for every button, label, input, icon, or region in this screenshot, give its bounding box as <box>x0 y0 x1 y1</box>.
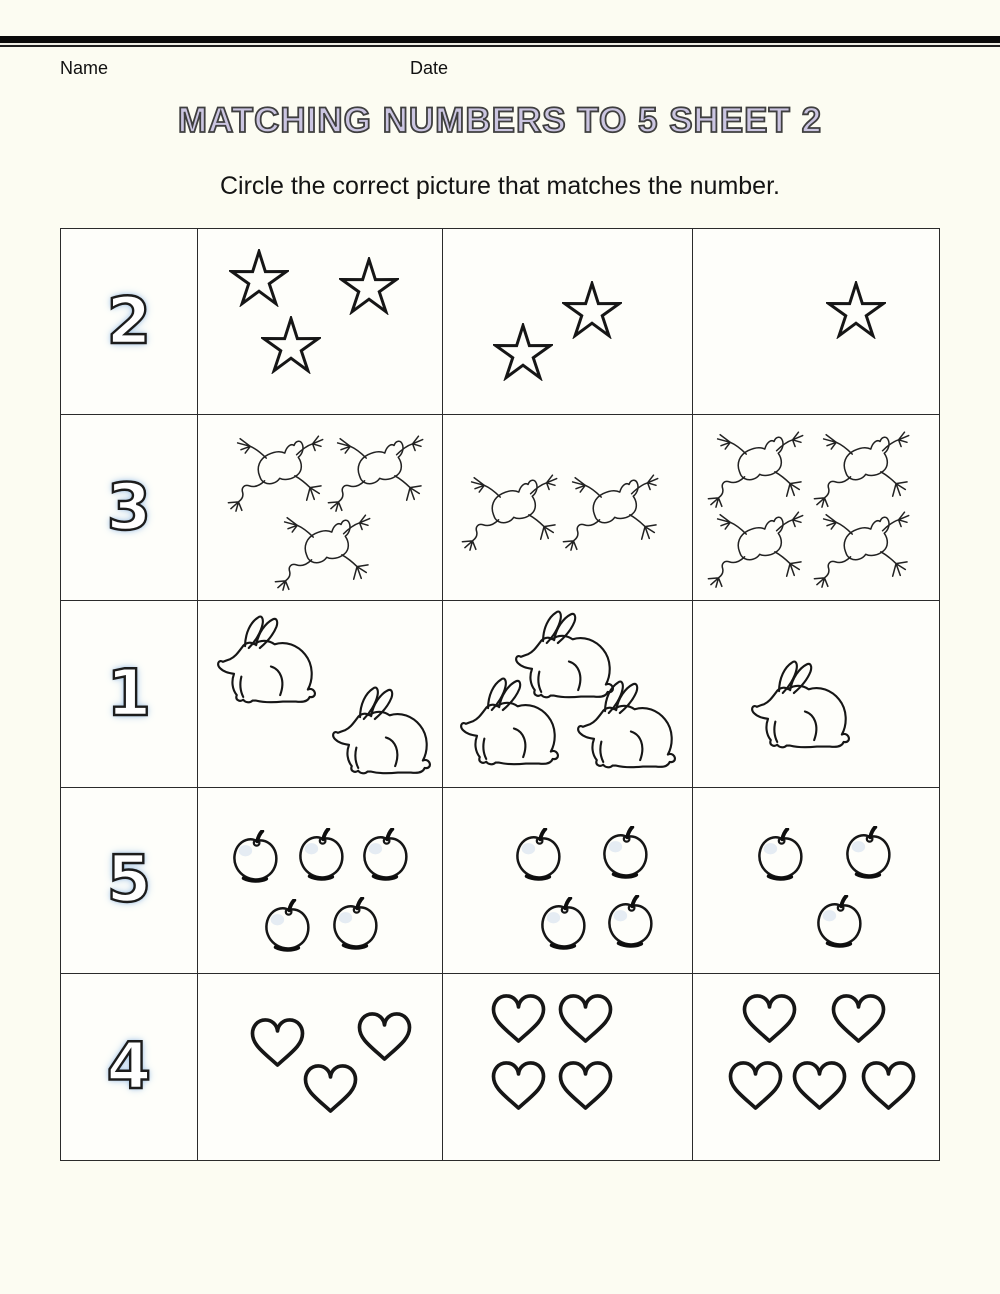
name-label: Name <box>60 58 109 78</box>
heart-icon <box>789 1058 850 1113</box>
heart-icon <box>858 1058 919 1113</box>
rabbit-icon <box>744 657 864 753</box>
star-icon <box>339 257 399 315</box>
apple-icon <box>227 830 284 886</box>
frog-icon <box>557 471 675 551</box>
heart-icon <box>488 991 549 1046</box>
apple-icon <box>752 828 809 884</box>
option-cell-row4-col1[interactable] <box>198 788 443 974</box>
apple-icon <box>357 828 414 884</box>
frog-icon <box>702 508 820 588</box>
heart-icon <box>247 1015 308 1070</box>
apple-icon <box>602 895 659 951</box>
apple-icon <box>811 895 868 951</box>
option-cell-row4-col2[interactable] <box>443 788 692 974</box>
apple-icon <box>327 897 384 953</box>
number-cell-row1 <box>61 229 198 415</box>
number-cell-row4 <box>61 788 198 974</box>
rabbit-icon <box>570 677 690 773</box>
apple-icon <box>510 828 567 884</box>
option-cell-row3-col2[interactable] <box>443 601 692 787</box>
row-number: 2 <box>106 284 152 359</box>
star-icon <box>261 316 321 374</box>
option-cell-row3-col3[interactable] <box>693 601 939 787</box>
frog-icon <box>702 428 820 508</box>
number-cell-row2 <box>61 415 198 601</box>
option-cell-row1-col1[interactable] <box>198 229 443 415</box>
instruction-text: Circle the correct picture that matches the number. <box>220 172 780 200</box>
heart-icon <box>555 1058 616 1113</box>
heart-icon <box>488 1058 549 1113</box>
date-label: Date <box>410 58 449 78</box>
row-number: 1 <box>106 656 152 731</box>
star-icon <box>229 249 289 307</box>
apple-icon <box>840 826 897 882</box>
option-cell-row3-col1[interactable] <box>198 601 443 787</box>
rabbit-icon <box>210 612 330 708</box>
row-number: 5 <box>106 843 152 918</box>
option-cell-row1-col2[interactable] <box>443 229 692 415</box>
option-cell-row2-col3[interactable] <box>693 415 939 601</box>
apple-icon <box>597 826 654 882</box>
frog-icon <box>322 432 440 512</box>
number-cell-row5 <box>61 974 198 1160</box>
heart-icon <box>300 1061 361 1116</box>
heart-icon <box>739 991 800 1046</box>
apple-icon <box>293 828 350 884</box>
option-cell-row5-col2[interactable] <box>443 974 692 1160</box>
row-number: 3 <box>106 470 152 545</box>
option-cell-row5-col3[interactable] <box>693 974 939 1160</box>
rabbit-icon <box>325 683 445 779</box>
option-cell-row1-col3[interactable] <box>693 229 939 415</box>
heart-icon <box>828 991 889 1046</box>
option-cell-row5-col1[interactable] <box>198 974 443 1160</box>
heart-icon <box>725 1058 786 1113</box>
star-icon <box>826 281 886 339</box>
frog-icon <box>269 511 387 591</box>
rabbit-icon <box>453 674 573 770</box>
option-cell-row2-col1[interactable] <box>198 415 443 601</box>
frog-icon <box>456 471 574 551</box>
number-cell-row3 <box>61 601 198 787</box>
page-title: MATCHING NUMBERS TO 5 SHEET 2 <box>177 101 823 140</box>
frog-icon <box>808 428 926 508</box>
apple-icon <box>535 897 592 953</box>
heart-icon <box>555 991 616 1046</box>
option-cell-row4-col3[interactable] <box>693 788 939 974</box>
star-icon <box>493 323 553 381</box>
top-rule <box>0 36 1000 47</box>
row-number: 4 <box>106 1029 152 1104</box>
frog-icon <box>808 508 926 588</box>
option-cell-row2-col2[interactable] <box>443 415 692 601</box>
star-icon <box>562 281 622 339</box>
heart-icon <box>354 1009 415 1064</box>
worksheet-table <box>60 228 940 1161</box>
apple-icon <box>259 899 316 955</box>
